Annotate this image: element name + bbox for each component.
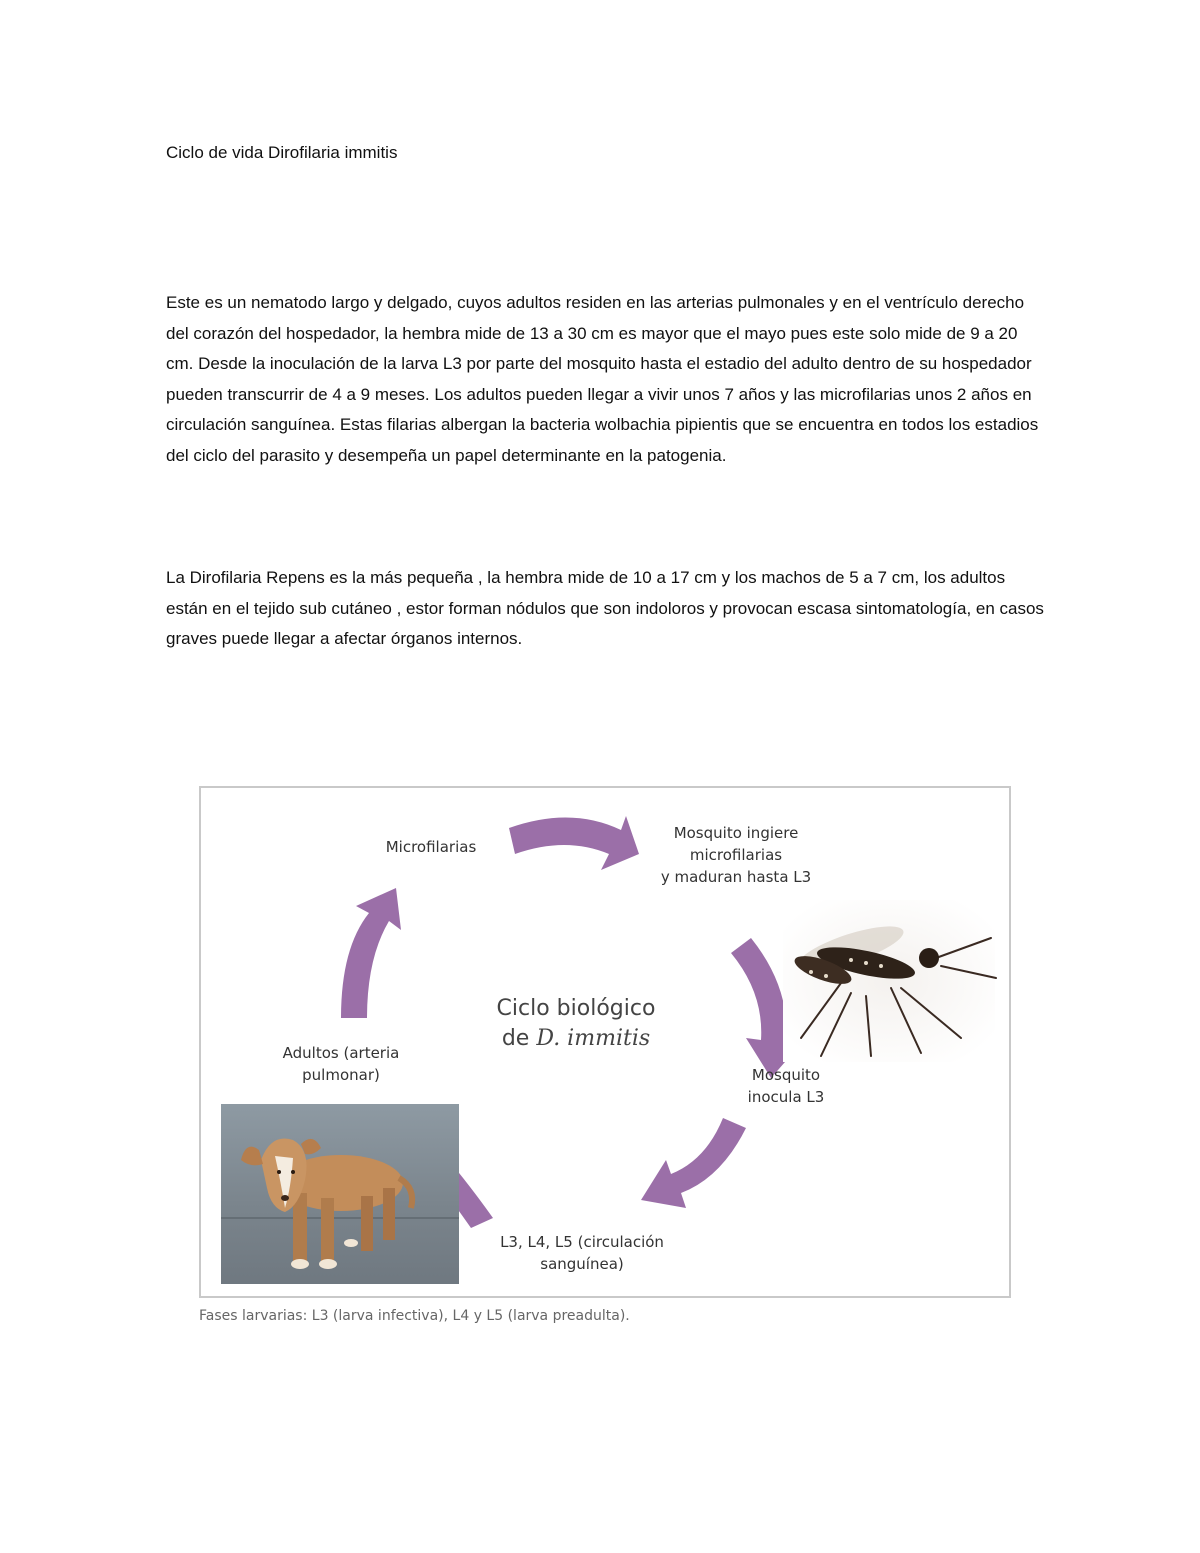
figure-caption: Fases larvarias: L3 (larva infectiva), L4 y L5 (larva preadulta). [199, 1308, 630, 1324]
life-cycle-figure [199, 786, 1011, 1298]
paragraph-immitis: Este es un nematodo largo y delgado, cuyos adultos residen en las arterias pulmonales y en el ventrículo derecho del corazón del hospedador, la hembra mide de 13 a 30 cm es mayor que el mayo pues este solo mide de 9 a 20 cm. Desde la inoculación de la larva L3 por parte del mosquito hasta el estadio del adulto dentro de su hospedador pueden transcurrir de 4 a 9 meses. Los adultos pueden llegar a vivir unos 7 años y las microfilarias unos 2 años en circulación sanguínea. Estas filarias albergan la bacteria wolbachia pipientis que se encuentra en todos los estadios del ciclo del parasito y desempeña un papel determinante en la patogenia. [166, 293, 1039, 465]
paragraph-repens: La Dirofilaria Repens es la más pequeña , la hembra mide de 10 a 17 cm y los machos de 5 a 7 cm, los adultos están en el tejido sub cutáneo , estor forman nódulos que son indoloros y provocan escasa sintomatología, en casos graves puede llegar a afectar órganos internos. [166, 568, 1044, 649]
document-title: Ciclo de vida Dirofilaria immitis [166, 143, 398, 162]
stage-mosquito-ingiere-label: Mosquito ingiere microfilarias y maduran hasta L3 [660, 824, 812, 886]
cycle-center-title: Ciclo biológico de D. immitis [496, 996, 656, 1051]
dog-photo [221, 1104, 459, 1284]
cycle-arrow-left [341, 888, 401, 1018]
stage-microfilarias-label: Microfilarias [385, 838, 477, 856]
cycle-arrow-top [509, 816, 639, 870]
stage-mosquito-inocula-label: Mosquito inocula L3 [747, 1066, 825, 1106]
stage-adultos-label: Adultos (arteria pulmonar) [282, 1044, 400, 1084]
cycle-arrow-bottom-right [641, 1118, 746, 1208]
mosquito-photo [783, 900, 996, 1062]
stage-circulacion-label: L3, L4, L5 (circulación sanguínea) [500, 1233, 664, 1273]
